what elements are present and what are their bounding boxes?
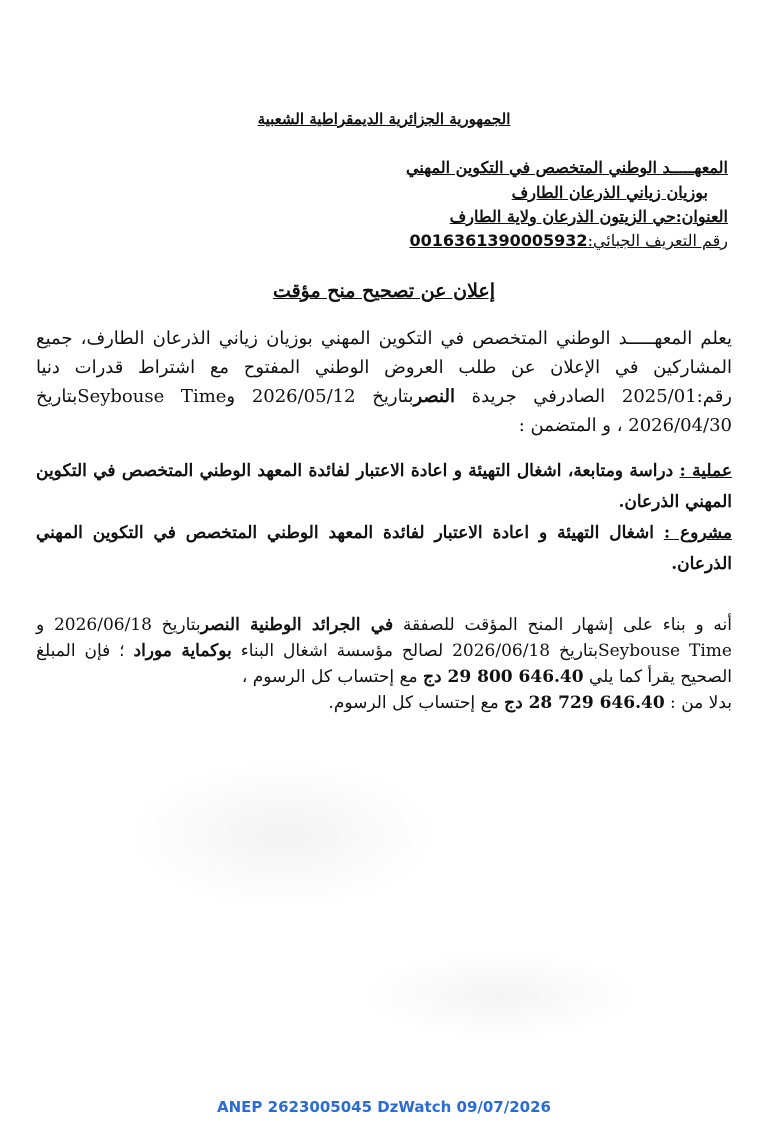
- operation-label: عملية :: [679, 461, 732, 481]
- publication-footer: ANEP 2623005045 DzWatch 09/07/2026: [217, 1098, 551, 1116]
- awarded-company: بوكماية موراد: [133, 641, 232, 661]
- project-line: [36, 518, 732, 580]
- institute-name: المعهـــــد الوطني المتخصص في التكوين المهني: [405, 158, 728, 177]
- intro-text-a: يعلم المعهـــــد الوطني المتخصص في التكوين المهني بوزيان زياني الذرعان الطارف، جميع المشاركين في الإعلان عن طلب العروض الوطني المفتوح مع اشتراط قدرات دنيا رقم:2025/01 الصادرفي جريدة: [36, 328, 732, 407]
- intro-text-b: بتاريخ 2026/05/12 وSeybouse Timeبتاريخ 2026/04/30 ، و المتضمن :: [36, 386, 732, 436]
- institute-address: العنوان:حي الزيتون الذرعان ولاية الطارف: [449, 207, 728, 226]
- tax-id-label: رقم التعريف الجبائي:: [587, 231, 728, 250]
- result-text-d: مع إحتساب كل الرسوم ،: [241, 667, 424, 687]
- result-newspapers: في الجرائد الوطنية النصر: [200, 615, 394, 635]
- country-header: الجمهورية الجزائرية الديمقراطية الشعبية: [257, 110, 511, 128]
- instead-label: بدلا من :: [664, 693, 732, 713]
- project-text: اشغال التهيئة و اعادة الاعتبار لفائدة المعهد الوطني المتخصص في التكوين المهني الذرعان.: [36, 523, 732, 574]
- institute-location: بوزيان زياني الذرعان الطارف: [511, 183, 708, 202]
- faded-stamp-mark: [128, 760, 438, 910]
- result-text-a: أنه و بناء على إشهار المنح المؤقت للصفقة: [393, 615, 732, 635]
- result-text-b: بتاريخ 2026/06/18 و Seybouse Timeبتاريخ 2026/06/18 لصالح مؤسسة اشغال البناء: [36, 615, 732, 661]
- tax-id-line: [409, 231, 728, 250]
- faded-signature-mark: [360, 950, 640, 1040]
- result-text-c: ؛ فإن المبلغ الصحيح يقرأ كما يلي: [36, 641, 732, 687]
- subject-block: [36, 456, 732, 580]
- old-amount: 646.40 729 28 دج: [504, 693, 665, 713]
- operation-line: [36, 456, 732, 518]
- tax-id-number: 001636139000593​2: [409, 231, 588, 250]
- newspaper-name: النصر: [413, 386, 455, 407]
- announcement-title: إعلان عن تصحيح منح مؤقت: [272, 280, 496, 302]
- result-text-e: مع إحتساب كل الرسوم.: [328, 693, 505, 713]
- project-label: مشروع :: [663, 523, 733, 543]
- operation-text: دراسة ومتابعة، اشغال التهيئة و اعادة الاعتبار لفائدة المعهد الوطني المتخصص في التكوين المهني الذرعان.: [36, 461, 732, 512]
- result-paragraph: [36, 612, 732, 716]
- intro-paragraph: [36, 324, 732, 440]
- correct-amount: 646.40 800 29 دج: [423, 667, 584, 687]
